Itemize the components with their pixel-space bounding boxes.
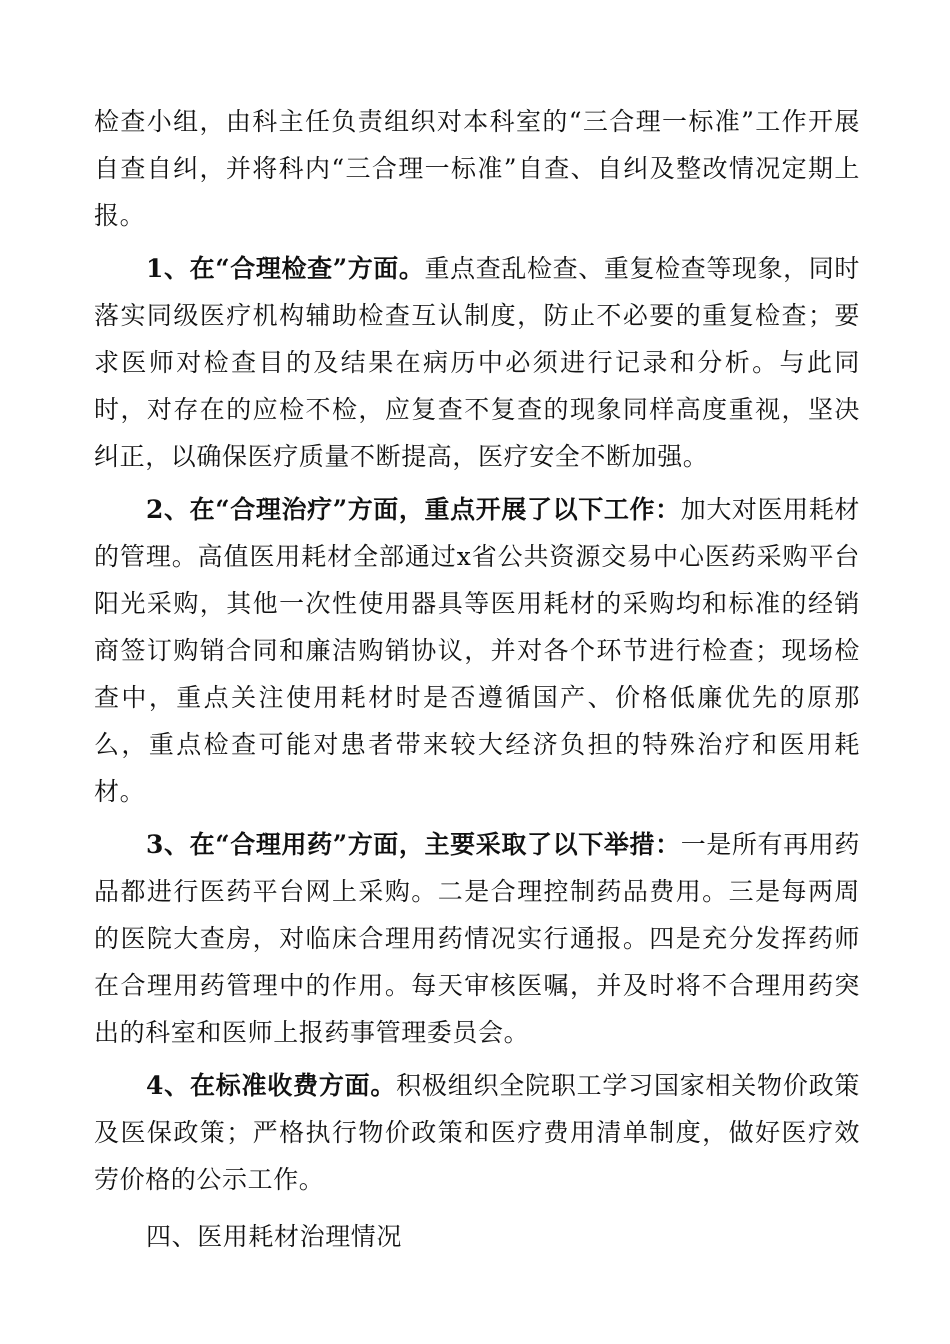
document-body (94, 98, 860, 1260)
paragraph-text: 加大对医用耗材的管理。高值医用耗材全部通过x省公共资源交易中心医药采购平台阳光采购，其他一次性使用器具等医用耗材的采购均和标准的经销商签订购销合同和廉洁购销协议，并对各个环节进行检查；现场检查中，重点关注使用耗材时是否遵循国产、价格低廉优先的原那么，重点检查可能对患者带来较大经济负担的特殊治疗和医用耗材。 (94, 495, 860, 806)
paragraph-standard-charges (94, 1062, 860, 1203)
paragraph-lead: 1、在“合理检查”方面。 (146, 254, 425, 283)
paragraph-reasonable-treatment (94, 486, 860, 815)
paragraph-reasonable-medication (94, 821, 860, 1056)
paragraph-lead: 3、在“合理用药”方面，主要采取了以下举措： (146, 830, 681, 859)
paragraph-text: 检查小组，由科主任负责组织对本科室的“三合理一标准”工作开展自查自纠，并将科内“三合理一标准”自查、自纠及整改情况定期上报。 (94, 107, 860, 230)
paragraph-text: 重点查乱检查、重复检查等现象，同时落实同级医疗机构辅助检查互认制度，防止不必要的重复检查；要求医师对检查目的及结果在病历中必须进行记录和分析。与此同时，对存在的应检不检，应复查不复查的现象同样高度重视，坚决纠正，以确保医疗质量不断提高，医疗安全不断加强。 (94, 254, 860, 471)
section-heading-text: 四、医用耗材治理情况 (146, 1222, 403, 1251)
paragraph-text: 一是所有再用药品都进行医药平台网上采购。二是合理控制药品费用。三是每两周的医院大查房，对临床合理用药情况实行通报。四是充分发挥药师在合理用药管理中的作用。每天审核医嘱，并及时将不合理用药突出的科室和医师上报药事管理委员会。 (94, 830, 860, 1047)
paragraph-continuation (94, 98, 860, 239)
paragraph-reasonable-examination (94, 245, 860, 480)
paragraph-lead: 2、在“合理治疗”方面，重点开展了以下工作： (146, 495, 681, 524)
paragraph-text: 积极组织全院职工学习国家相关物价政策及医保政策；严格执行物价政策和医疗费用清单制度，做好医疗效劳价格的公示工作。 (94, 1071, 860, 1194)
section-heading (94, 1213, 860, 1260)
paragraph-lead: 4、在标准收费方面。 (146, 1071, 397, 1100)
